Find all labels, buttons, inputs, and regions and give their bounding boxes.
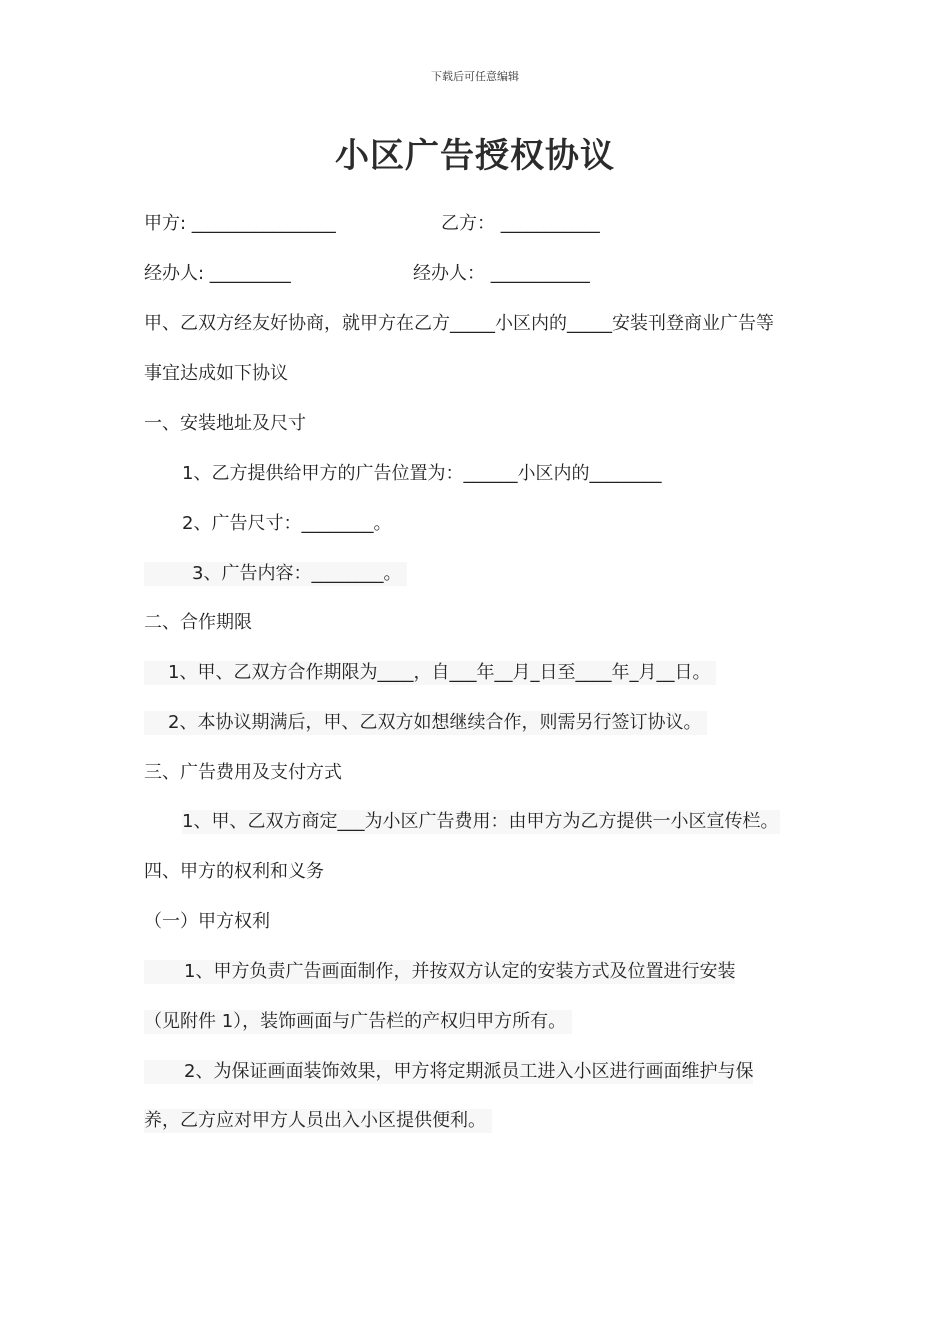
party-b-agent-field: 经办人： ___________ [413,263,590,284]
section-4-item-2-line-1: 2、为保证画面装饰效果，甲方将定期派员工进入小区进行画面维护与保 [144,1060,753,1084]
party-a-field: 甲方: ________________ [144,213,336,234]
intro-paragraph-line-1: 甲、乙双方经友好协商，就甲方在乙方_____小区内的_____安装刊登商业广告等 [144,313,774,334]
section-4-item-1-line-2: （见附件 1），装饰画面与广告栏的产权归甲方所有。 [144,1010,572,1034]
section-2-heading: 二、合作期限 [144,612,252,633]
party-a-agent-field: 经办人: _________ [144,263,291,284]
section-4-subheading: （一）甲方权利 [144,911,270,932]
section-3-heading: 三、广告费用及支付方式 [144,762,342,783]
document-title: 小区广告授权协议 [335,136,615,176]
section-1-heading: 一、安装地址及尺寸 [144,413,306,434]
party-b-field: 乙方： ___________ [441,213,600,234]
section-4-item-1-line-1: 1、甲方负责广告画面制作，并按双方认定的安装方式及位置进行安装 [144,960,735,984]
section-1-item-2: 2、广告尺寸：________。 [182,513,392,534]
section-1-item-1: 1、乙方提供给甲方的广告位置为：______小区内的________ [182,463,662,484]
section-3-item-1: 1、甲、乙双方商定___为小区广告费用：由甲方为乙方提供一小区宣传栏。 [182,811,779,832]
section-4-item-2-line-2: 养，乙方应对甲方人员出入小区提供便利。 [144,1109,492,1133]
section-2-item-2: 2、本协议期满后，甲、乙双方如想继续合作，则需另行签订协议。 [144,711,707,735]
section-1-item-3: 3、广告内容：________。 [144,562,407,586]
header-note: 下载后可任意编辑 [431,70,519,83]
section-2-item-1: 1、甲、乙双方合作期限为____，自___年__月_日至____年_月__日。 [144,661,716,685]
section-4-heading: 四、甲方的权利和义务 [144,861,324,882]
intro-paragraph-line-2: 事宜达成如下协议 [144,363,288,384]
